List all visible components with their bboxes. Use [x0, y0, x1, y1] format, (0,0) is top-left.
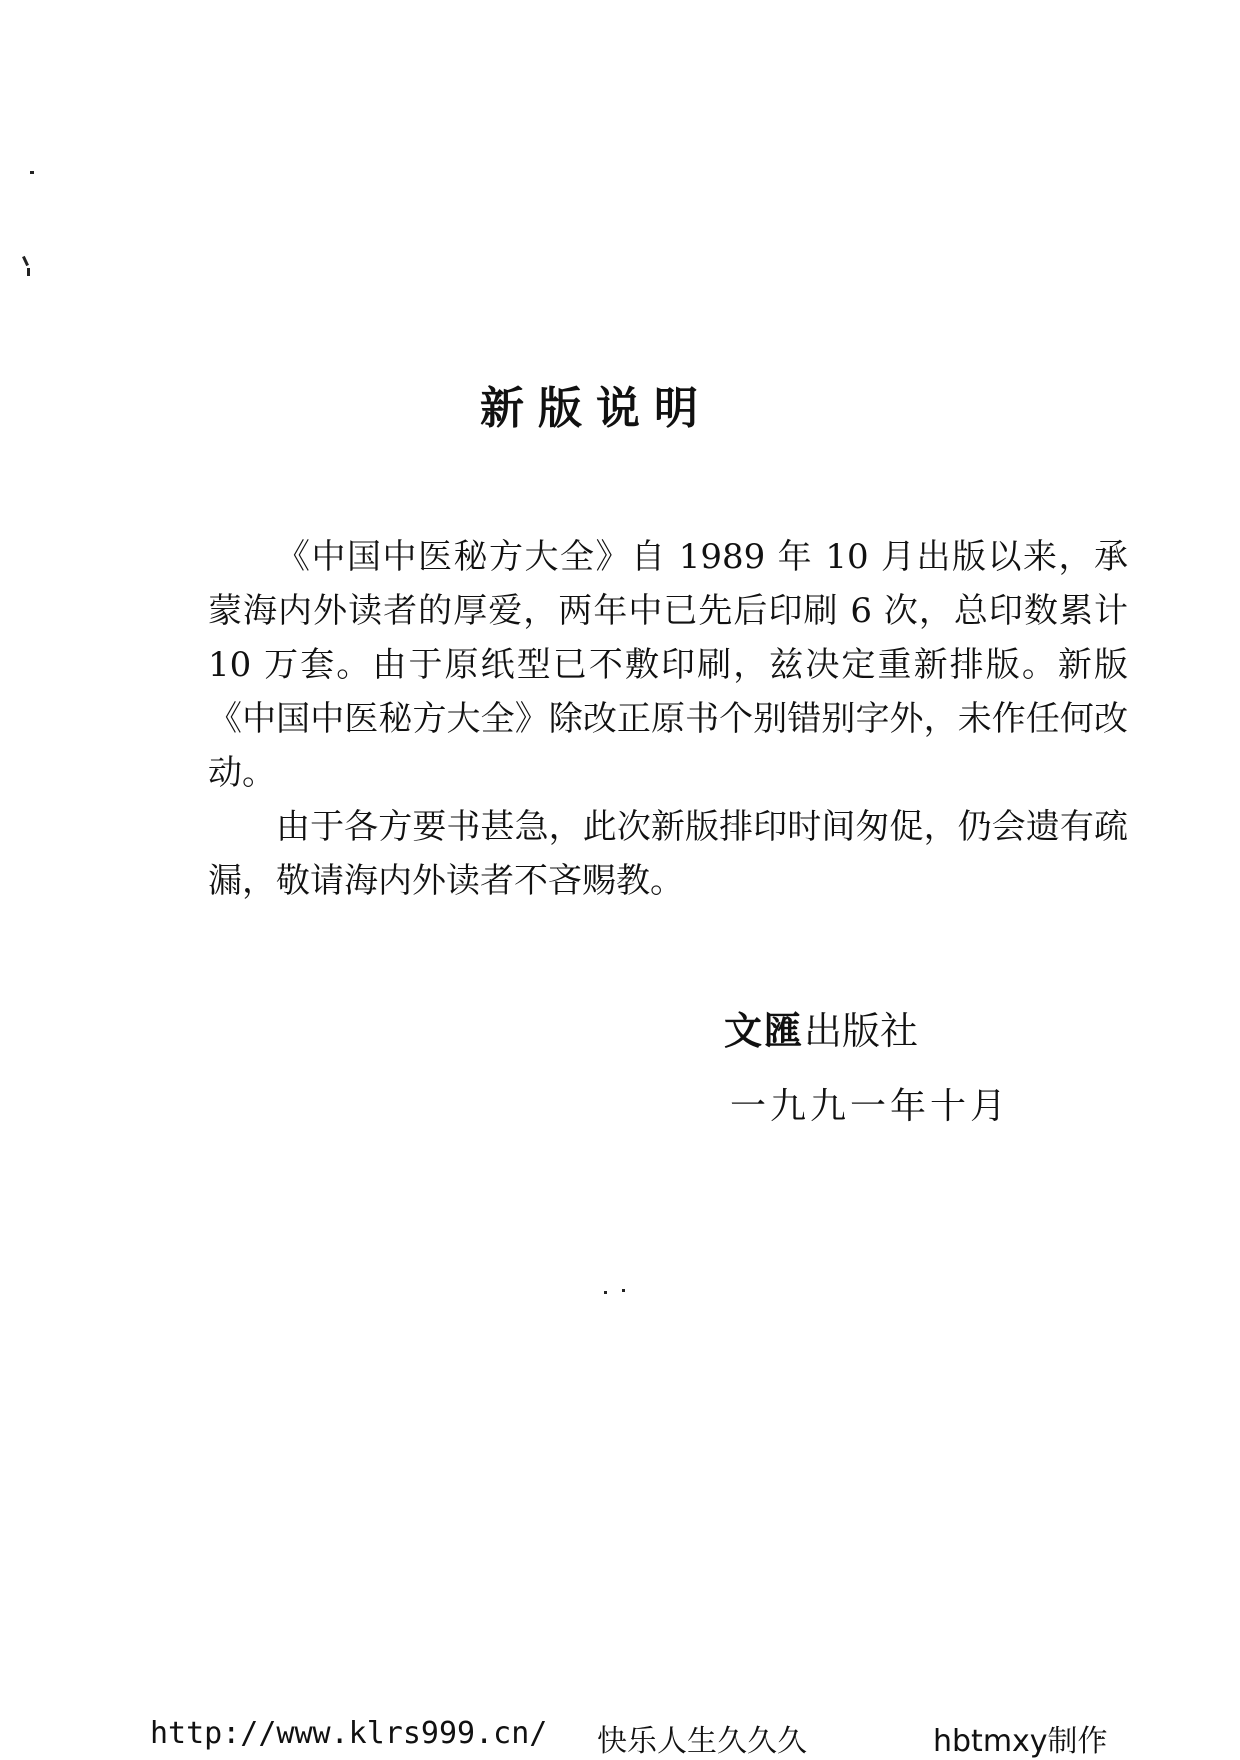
scan-speck [22, 256, 29, 266]
page-title: 新版说明 [480, 383, 712, 434]
signature-date: 一九九一年十月 [730, 1086, 1011, 1127]
body-text [208, 530, 1128, 908]
footer-url[interactable]: http://www.klrs999.cn/ [150, 1716, 548, 1751]
publisher-name-rest: 出版社 [804, 1009, 919, 1053]
scan-speck [30, 171, 34, 174]
footer-slogan: 快乐人生久久久 [597, 1724, 807, 1759]
scan-speck [604, 1291, 607, 1294]
publisher-signature [724, 1000, 918, 1055]
paragraph: 《中国中医秘方大全》自 1989 年 10 月出版以来，承蒙海内外读者的厚爱，两年中已先后印刷 6 次，总印数累计 10 万套。由于原纸型已不敷印刷，兹决定重新排版。新版《中国中医秘方大全》除改正原书个别错别字外，未作任何改动。 [208, 537, 1128, 793]
scan-speck [27, 268, 30, 276]
scan-speck [622, 1289, 625, 1292]
paragraph: 由于各方要书甚急，此次新版排印时间匆促，仍会遗有疏漏，敬请海内外读者不吝赐教。 [208, 807, 1128, 901]
publisher-name-strong: 文匯 [724, 1008, 805, 1053]
footer [0, 1716, 1240, 1759]
footer-credit: hbtmxy制作 [933, 1724, 1108, 1759]
